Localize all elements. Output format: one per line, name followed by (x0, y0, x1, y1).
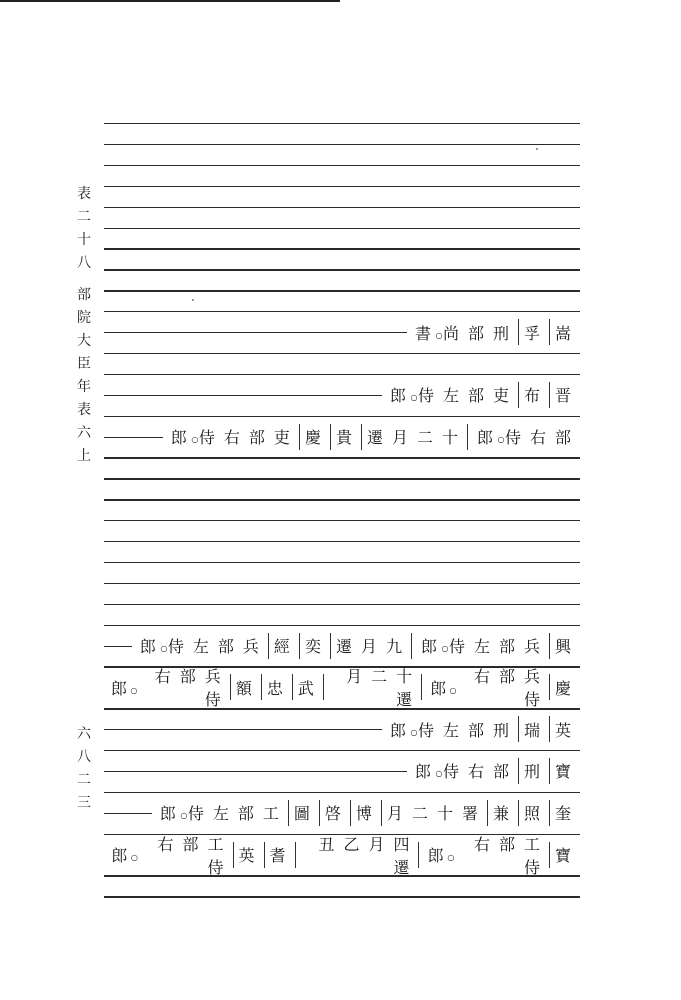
ledger-text: 耆 (269, 846, 295, 865)
ledger-text: 奎 (554, 804, 580, 824)
ledger-char: 郎 (111, 846, 128, 865)
margin-char: 十 (77, 232, 91, 248)
ledger-text: 瑞 (523, 720, 549, 740)
ledger-entry (104, 375, 580, 415)
ledger-segment (299, 633, 330, 659)
ledger-rule (104, 499, 580, 500)
margin-char: 八 (77, 255, 91, 271)
ledger-segment (163, 424, 299, 450)
ledger-segment (549, 674, 580, 700)
margin-page-number (72, 723, 96, 815)
ledger-rule (104, 186, 580, 187)
ledger-segment (350, 800, 381, 826)
punctuation-dot: ○ (435, 769, 443, 779)
margin-char: 年 (77, 379, 91, 395)
ledger-text: 武 (297, 678, 323, 698)
ledger-segment (407, 758, 518, 784)
ledger-segment (268, 633, 299, 659)
ledger-text: 部右侍 (504, 428, 580, 447)
ledger-char: 郎 (170, 428, 187, 447)
ledger-entry (104, 751, 580, 791)
punctuation-dot: ○ (410, 727, 418, 737)
ledger-rule (104, 207, 580, 208)
ledger-entry (104, 312, 580, 352)
ledger-text: 兵部右侍 (154, 667, 230, 710)
margin-char: 六 (77, 726, 91, 742)
ledger-text: 兼 (492, 804, 518, 824)
ledger-text: 照 (523, 804, 549, 824)
ledger-char: 郎 (430, 678, 447, 698)
ledger-rule (104, 165, 580, 166)
ledger-segment (104, 834, 233, 877)
ledger-text: 孚 (523, 323, 549, 343)
punctuation-dot: ○ (410, 393, 418, 403)
margin-table-subtitle (72, 284, 96, 468)
ledger-segment (323, 667, 422, 710)
ledger-char: 郎 (414, 762, 431, 782)
ledger-segment (299, 424, 330, 450)
ledger-text: 嵩 (554, 323, 580, 343)
ledger-segment (487, 800, 518, 826)
ledger-entry (104, 709, 580, 749)
ledger-segment (518, 319, 549, 345)
ledger-table (104, 110, 580, 910)
margin-char: 三 (77, 795, 91, 811)
punctuation-dot: ○ (447, 853, 455, 862)
ledger-char: 郎 (389, 720, 406, 740)
top-edge-rule (0, 0, 340, 2)
ledger-text: 布 (523, 386, 549, 406)
ledger-rule (104, 478, 580, 479)
ledger-rule (104, 541, 580, 542)
margin-char: 臣 (77, 356, 91, 372)
ledger-rule (104, 353, 580, 354)
ledger-text: 工部右侍 (473, 834, 549, 877)
ledger-text: 英 (238, 846, 264, 865)
ledger-segment (407, 319, 518, 345)
ledger-segment (549, 319, 580, 345)
ledger-segment (549, 633, 580, 659)
ledger-rule (104, 269, 580, 270)
ledger-segment (319, 800, 350, 826)
ledger-segment (104, 667, 230, 710)
ledger-entry (104, 667, 580, 710)
ledger-rule (104, 123, 580, 124)
punctuation-dot: ○ (130, 853, 138, 862)
ledger-text: 吏部右侍 (198, 428, 299, 447)
ledger-segment (295, 834, 419, 877)
ledger-segment (233, 842, 264, 868)
ledger-text: 工部右侍 (157, 834, 233, 877)
ledger-text: 署十二月 (386, 804, 487, 824)
margin-char: 二 (77, 209, 91, 225)
punctuation-dot: ○ (497, 435, 505, 444)
ledger-rule (104, 604, 580, 605)
ledger-char: 郎 (111, 678, 128, 698)
margin-char: 八 (77, 749, 91, 765)
ledger-rule (104, 457, 580, 458)
ledger-entry (104, 835, 580, 875)
ledger-text: 奕 (304, 637, 330, 656)
punctuation-dot: ○ (160, 644, 168, 653)
ledger-text: 刑部尚 (442, 323, 518, 343)
punctuation-dot: ○ (449, 685, 457, 695)
ledger-text: 寶 (554, 762, 580, 782)
ledger-rule (104, 562, 580, 563)
ledger-segment (411, 633, 549, 659)
ledger-segment (330, 424, 361, 450)
ledger-text: 十二月遷 (346, 667, 422, 710)
ledger-entry (104, 793, 580, 833)
ledger-segment (264, 842, 295, 868)
ledger-text: 慶 (554, 678, 580, 698)
ledger-text: 啓 (324, 804, 350, 824)
ledger-segment (549, 758, 580, 784)
ledger-text: 十二月遷 (366, 428, 467, 447)
ledger-text: 吏部左侍 (417, 386, 518, 406)
ledger-text: 九月遷 (335, 637, 411, 656)
ledger-segment (549, 382, 580, 408)
ledger-text: 興 (554, 637, 580, 656)
ledger-char: 郎 (389, 386, 406, 406)
ledger-rule (104, 290, 580, 291)
ledger-char: 郎 (139, 637, 156, 656)
ledger-segment (518, 382, 549, 408)
ledger-segment (152, 800, 288, 826)
ledger-segment (518, 758, 549, 784)
paper-speck (536, 148, 538, 150)
margin-table-title (72, 183, 96, 275)
ledger-segment (549, 800, 580, 826)
ledger-text: 部右侍 (442, 762, 518, 782)
ledger-char: 郎 (427, 846, 444, 865)
ledger-segment (381, 800, 487, 826)
ledger-segment (382, 382, 518, 408)
ledger-segment (549, 842, 580, 868)
ledger-text: 經 (273, 637, 299, 656)
ledger-segment (230, 674, 261, 700)
margin-char: 六 (77, 425, 91, 441)
ledger-rule (104, 583, 580, 584)
ledger-segment (467, 424, 580, 450)
ledger-text: 兵部左侍 (167, 637, 268, 656)
ledger-segment (518, 800, 549, 826)
ledger-rule (104, 228, 580, 229)
ledger-segment (361, 424, 467, 450)
punctuation-dot: ○ (130, 685, 138, 695)
punctuation-dot: ○ (435, 330, 443, 340)
punctuation-dot: ○ (441, 644, 449, 653)
punctuation-dot: ○ (180, 811, 188, 821)
ledger-text: 貴 (335, 428, 361, 447)
ledger-text: 兵部左侍 (448, 637, 549, 656)
ledger-segment (549, 716, 580, 742)
ledger-entry (104, 417, 580, 457)
ledger-segment (261, 674, 292, 700)
margin-char: 表 (77, 186, 91, 202)
ledger-text: 英 (554, 720, 580, 740)
ledger-char: 書 (414, 323, 431, 343)
ledger-segment (421, 667, 549, 710)
ledger-segment (518, 716, 549, 742)
ledger-segment (382, 716, 518, 742)
punctuation-dot: ○ (191, 435, 199, 444)
ledger-char: 郎 (420, 637, 437, 656)
margin-char: 上 (77, 448, 91, 464)
ledger-segment (292, 674, 323, 700)
ledger-text: 晋 (554, 386, 580, 406)
ledger-segment (418, 834, 549, 877)
ledger-text: 四月乙丑遷 (318, 834, 419, 877)
margin-char: 大 (77, 333, 91, 349)
ledger-text: 忠 (266, 678, 292, 698)
ledger-rule (104, 896, 580, 897)
ledger-text: 額 (235, 678, 261, 698)
ledger-char: 郎 (159, 804, 176, 824)
ledger-text: 兵部右侍 (473, 667, 549, 710)
ledger-text: 工部左侍 (187, 804, 288, 824)
ledger-text: 刑部左侍 (417, 720, 518, 740)
ledger-segment (330, 633, 411, 659)
ledger-text: 圖 (293, 804, 319, 824)
margin-char: 部 (77, 287, 91, 303)
margin-char: 二 (77, 772, 91, 788)
margin-char: 表 (77, 402, 91, 418)
ledger-text: 寶 (554, 846, 580, 865)
margin-char: 院 (77, 310, 91, 326)
ledger-text: 博 (355, 804, 381, 824)
ledger-entry (104, 626, 580, 666)
paper-speck (192, 299, 194, 301)
ledger-segment (132, 633, 268, 659)
ledger-rule (104, 144, 580, 145)
ledger-char: 郎 (476, 428, 493, 447)
ledger-segment (288, 800, 319, 826)
ledger-text: 慶 (304, 428, 330, 447)
ledger-rule (104, 520, 580, 521)
ledger-text: 刑 (523, 762, 549, 782)
ledger-rule (104, 248, 580, 249)
